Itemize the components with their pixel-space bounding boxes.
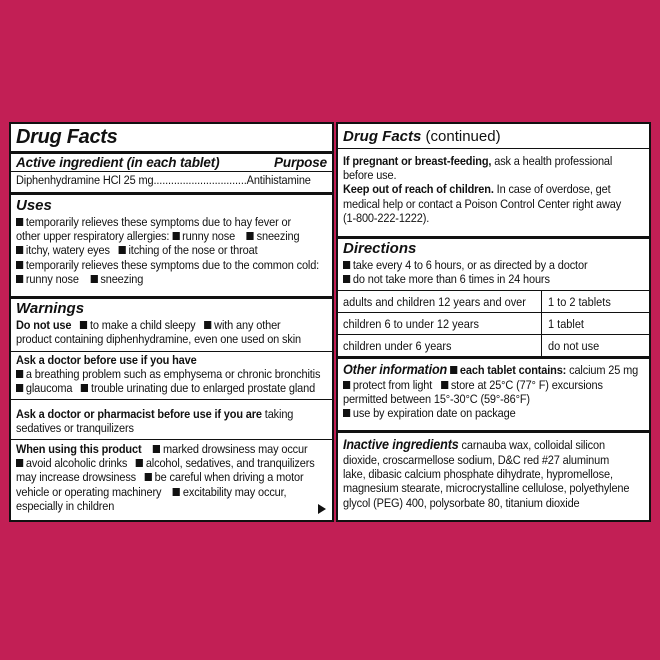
warning-text: before use.: [343, 168, 397, 183]
warning-item: alcohol, sedatives, and tranquilizers: [145, 456, 315, 471]
bullet-icon: [16, 384, 23, 392]
bullet-icon: [145, 473, 152, 481]
drug-facts-panel-right: [336, 122, 651, 522]
table-row: [338, 290, 649, 313]
table-row: [338, 334, 649, 357]
bullet-icon: [16, 275, 23, 283]
bullet-icon: [16, 218, 23, 226]
info-item: store at 25°C (77° F) excursions: [450, 378, 603, 392]
ask-pharmacist-section: [11, 407, 332, 435]
info-text: calcium 25 mg: [566, 363, 639, 377]
use-item: sneezing: [256, 229, 300, 244]
table-cell-age: adults and children 12 years and over: [343, 295, 526, 309]
uses-heading: Uses: [16, 197, 52, 214]
uses-section: [11, 197, 332, 286]
inactive-ingredients-heading: Inactive ingredients: [343, 436, 459, 452]
divider: [338, 430, 649, 433]
bullet-icon: [16, 459, 23, 467]
divider: [11, 351, 332, 352]
warning-item: vehicle or operating machinery: [16, 484, 162, 499]
bullet-icon: [343, 261, 350, 269]
warning-item: with any other: [214, 318, 281, 332]
direction-item: take every 4 to 6 hours, or as directed by a doctor: [352, 258, 588, 272]
warning-item: sedatives or tranquilizers: [16, 421, 134, 436]
table-row: [338, 312, 649, 335]
warning-item: a breathing problem such as emphysema or chronic bronchitis: [25, 367, 321, 382]
active-ingredient-section: [11, 155, 332, 187]
warning-item: especially in children: [16, 498, 115, 513]
warning-item: marked drowsiness may occur: [163, 442, 308, 456]
divider: [338, 356, 649, 359]
warning-text: medical help or contact a Poison Control Center right away: [343, 196, 622, 211]
divider: [338, 148, 649, 149]
drug-facts-title-section: [11, 126, 332, 148]
poison-control-number: (1-800-222-1222).: [343, 210, 430, 225]
warnings-heading: Warnings: [16, 300, 85, 317]
pregnancy-keep-out-section: [338, 154, 649, 225]
warning-text: ask a health professional: [491, 154, 613, 168]
drug-facts-continued-title-section: [338, 128, 649, 146]
directions-heading: Directions: [343, 240, 417, 257]
warning-text: taking: [261, 407, 294, 421]
use-item: temporarily relieves these symptoms due to the common cold:: [25, 257, 320, 272]
table-cell-dose: 1 tablet: [548, 317, 584, 331]
pregnant-label: If pregnant or breast-feeding,: [343, 154, 492, 168]
each-tablet-label: each tablet contains:: [459, 363, 567, 377]
table-cell-dose: 1 to 2 tablets: [548, 295, 611, 309]
warning-item: glaucoma: [25, 381, 73, 396]
other-information-heading: Other information: [343, 361, 448, 377]
bullet-icon: [450, 366, 457, 374]
ask-pharmacist-label: Ask a doctor or pharmacist before use if you are: [16, 407, 262, 421]
drug-facts-title: Drug Facts: [343, 128, 422, 145]
continue-arrow-icon: [318, 504, 326, 514]
bullet-icon: [172, 232, 179, 240]
bullet-icon: [441, 381, 448, 389]
drug-facts-panel-left: [9, 122, 334, 522]
divider: [541, 291, 542, 313]
warning-text: In case of overdose, get: [493, 182, 611, 197]
use-item: itching of the nose or throat: [128, 243, 258, 258]
bullet-icon: [343, 275, 350, 283]
ask-doctor-section: [11, 353, 332, 396]
divider: [11, 151, 332, 154]
bullet-icon: [16, 246, 23, 254]
inactive-ingredients-section: [338, 436, 649, 510]
use-item: runny nose: [25, 271, 79, 286]
bullet-icon: [343, 409, 350, 417]
divider: [338, 236, 649, 239]
bullet-icon: [173, 488, 180, 496]
keep-out-label: Keep out of reach of children.: [343, 182, 494, 197]
bullet-icon: [16, 261, 23, 269]
warning-item: product containing diphenhydramine, even one used on skin: [16, 332, 302, 347]
when-using-section: [11, 442, 332, 513]
bullet-icon: [16, 370, 23, 378]
purpose-header: Purpose: [274, 155, 327, 170]
use-item: sneezing: [100, 271, 144, 286]
divider: [541, 335, 542, 357]
divider: [11, 192, 332, 195]
drug-facts-title: Drug Facts: [16, 126, 118, 148]
divider: [11, 399, 332, 400]
when-using-label: When using this product: [16, 442, 142, 456]
continued-label: (continued): [421, 128, 501, 145]
active-ingredient-line: Diphenhydramine HCl 25 mg................................Antihistamine: [16, 173, 311, 187]
other-information-section: [338, 361, 649, 421]
warning-item: may increase drowsiness: [16, 470, 137, 485]
bullet-icon: [90, 275, 97, 283]
ingredient-text: dioxide, croscarmellose sodium, D&C red #27 aluminum: [343, 453, 610, 467]
directions-section: [338, 240, 649, 286]
bullet-icon: [119, 246, 126, 254]
do-not-use-label: Do not use: [16, 318, 72, 332]
bullet-icon: [343, 381, 350, 389]
warning-item: be careful when driving a motor: [154, 470, 304, 485]
ingredient-text: magnesium stearate, microcrystalline cellulose, polyethylene: [343, 481, 630, 496]
bullet-icon: [81, 384, 88, 392]
use-item: other upper respiratory allergies:: [16, 229, 170, 244]
ingredient-text: glycol (PEG) 400, polysorbate 80, titanium dioxide: [343, 495, 580, 510]
ask-doctor-label: Ask a doctor before use if you have: [16, 353, 197, 367]
active-ingredient-header: Active ingredient (in each tablet): [16, 155, 220, 170]
info-item: permitted between 15°-30°C (59°-86°F): [343, 392, 530, 407]
bullet-icon: [80, 321, 87, 329]
info-item: protect from light: [352, 378, 433, 392]
use-item: itchy, watery eyes: [25, 243, 110, 258]
bullet-icon: [247, 232, 254, 240]
direction-item: do not take more than 6 times in 24 hours: [352, 272, 550, 287]
use-item: runny nose: [182, 229, 236, 244]
warning-item: excitability may occur,: [182, 484, 287, 499]
divider: [11, 439, 332, 440]
warning-item: avoid alcoholic drinks: [25, 456, 128, 471]
dosage-table: [338, 290, 649, 356]
table-cell-dose: do not use: [548, 339, 600, 353]
bullet-icon: [153, 445, 160, 453]
warning-item: trouble urinating due to enlarged prostate gland: [91, 381, 316, 396]
ingredient-text: carnauba wax, colloidal silicon: [458, 438, 605, 452]
divider: [541, 313, 542, 335]
ingredient-text: lake, dibasic calcium phosphate dihydrate, hypromellose,: [343, 467, 613, 482]
bullet-icon: [136, 459, 143, 467]
warnings-section: [11, 300, 332, 346]
use-item: temporarily relieves these symptoms due to hay fever or: [25, 215, 291, 229]
warning-item: to make a child sleepy: [89, 318, 196, 332]
bullet-icon: [204, 321, 211, 329]
table-cell-age: children under 6 years: [343, 339, 452, 353]
divider: [11, 296, 332, 299]
info-item: use by expiration date on package: [352, 406, 516, 421]
table-cell-age: children 6 to under 12 years: [343, 317, 479, 331]
